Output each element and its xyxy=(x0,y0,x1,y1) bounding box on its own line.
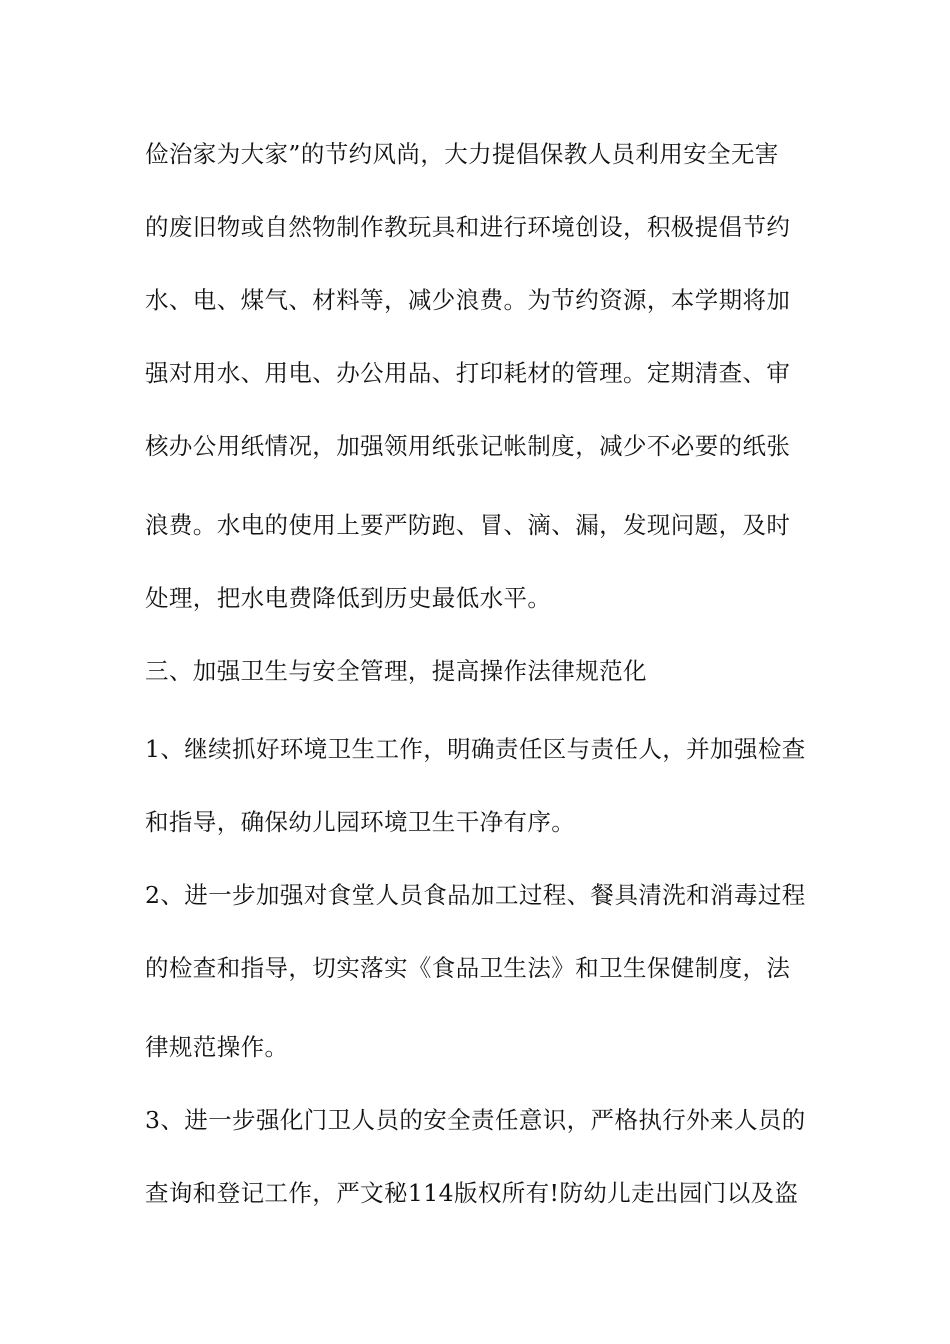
paragraph-line: 水、电、煤气、材料等，减少浪费。为节约资源，本学期将加 xyxy=(145,286,791,314)
paragraph-line: 查询和登记工作，严文秘114版权所有!防幼儿走出园门以及盗 xyxy=(145,1179,799,1207)
paragraph-line: 的检查和指导，切实落实《食品卫生法》和卫生保健制度，法 xyxy=(145,954,791,982)
paragraph-line: 1、继续抓好环境卫生工作，明确责任区与责任人，并加强检查 xyxy=(145,735,806,763)
paragraph-line: 律规范操作。 xyxy=(145,1033,289,1061)
paragraph-line: 核办公用纸情况，加强领用纸张记帐制度，减少不必要的纸张 xyxy=(145,432,791,460)
paragraph-line: 2、进一步加强对食堂人员食品加工过程、餐具清洗和消毒过程 xyxy=(145,881,806,909)
paragraph-line: 和指导，确保幼儿园环境卫生干净有序。 xyxy=(145,808,576,836)
section-heading: 三、加强卫生与安全管理，提高操作法律规范化 xyxy=(145,657,647,685)
paragraph-line: 浪费。水电的使用上要严防跑、冒、滴、漏，发现问题，及时 xyxy=(145,511,791,539)
paragraph-line: 强对用水、用电、办公用品、打印耗材的管理。定期清查、审 xyxy=(145,359,791,387)
paragraph-line: 3、进一步强化门卫人员的安全责任意识，严格执行外来人员的 xyxy=(145,1106,806,1134)
paragraph-line: 的废旧物或自然物制作教玩具和进行环境创设，积极提倡节约 xyxy=(145,213,791,241)
paragraph-line: 俭治家为大家”的节约风尚，大力提倡保教人员利用安全无害 xyxy=(145,140,779,168)
paragraph-line: 处理，把水电费降低到历史最低水平。 xyxy=(145,584,552,612)
